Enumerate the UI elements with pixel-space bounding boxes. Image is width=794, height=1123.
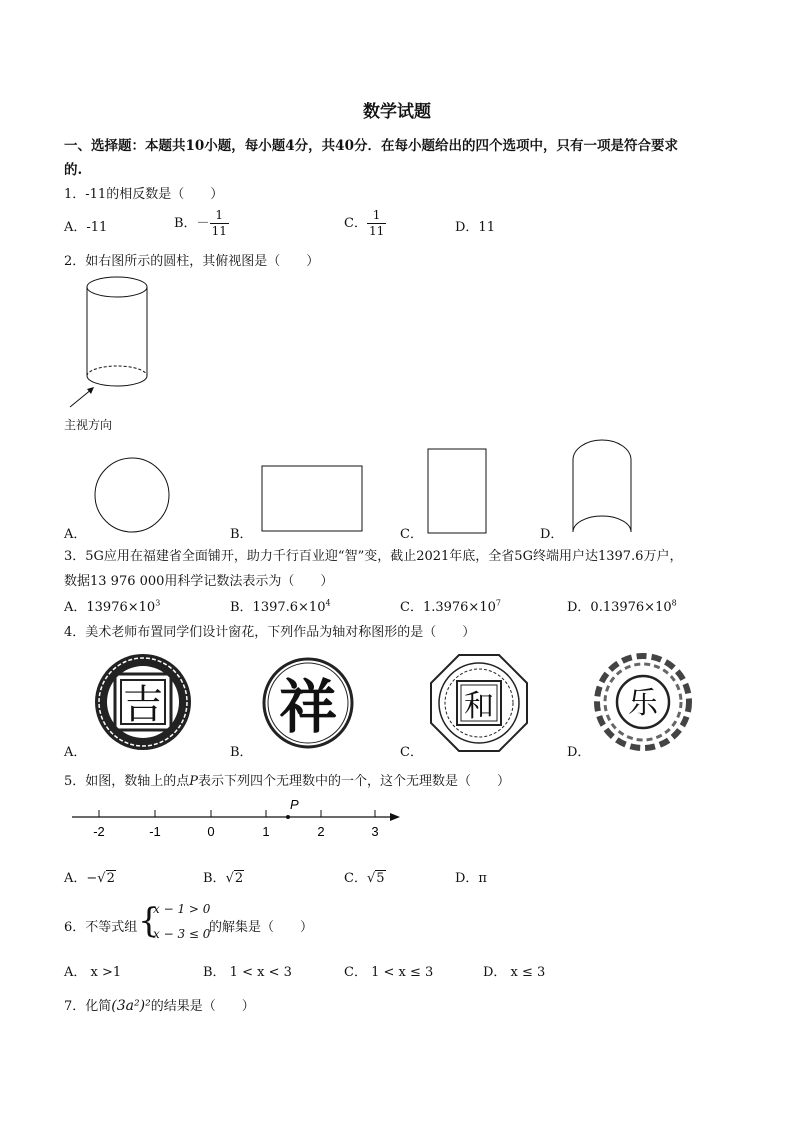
q4-option-a: A． — [64, 745, 87, 760]
option-a-circle-figure — [93, 457, 173, 535]
paper-cut-character-he: 和 — [464, 689, 494, 724]
q3-option-b — [230, 596, 331, 615]
q3-option-c-exponent: 7 — [495, 598, 501, 608]
q5-option-a-prefix: A．− — [64, 871, 98, 886]
window-paper-cut-ji — [93, 652, 193, 752]
q1-option-c-fraction — [367, 208, 386, 239]
tick-label: 3 — [371, 824, 379, 839]
q4-option-b: B． — [230, 745, 253, 760]
q1-option-b-prefix: B．－ — [174, 216, 210, 231]
paper-cut-character-ji: 吉 — [123, 682, 163, 728]
q4-option-c: C． — [400, 745, 423, 760]
q3-stem-line1: 3．5G应用在福建省全面铺开，助力千行百业迎“智”变，截止2021年底，全省5G终端用户达1397.6万户， — [64, 549, 683, 564]
q6-option-b: B． 1 < x < 3 — [203, 965, 292, 980]
q5-option-c-prefix: C． — [344, 871, 367, 886]
q3-option-a-exponent: 3 — [155, 598, 161, 608]
q3-option-d — [567, 596, 677, 615]
q2-stem: 2．如右图所示的圆柱，其俯视图是（ ） — [64, 254, 320, 269]
q7-stem-pre: 7．化简 — [64, 999, 112, 1014]
q5-stem — [64, 770, 510, 789]
tick-label: 2 — [317, 824, 325, 839]
section-heading-line2: 的. — [64, 162, 83, 178]
window-paper-cut-le — [593, 652, 693, 752]
q1-option-c-prefix: C． — [344, 216, 367, 231]
option-d-cylinder-front-figure — [570, 438, 634, 538]
option-b-rectangle-figure — [261, 465, 365, 533]
tick-label: 0 — [207, 824, 215, 839]
window-paper-cut-he — [429, 653, 529, 753]
q5-option-b-prefix: B． — [203, 871, 226, 886]
q6-stem-pre: 6．不等式组 — [64, 920, 138, 935]
paper-cut-character-le: 乐 — [628, 686, 658, 721]
fraction-denominator: 11 — [211, 224, 227, 238]
q1-option-d: D．11 — [455, 220, 495, 235]
q1-option-b-fraction — [210, 208, 229, 239]
section-heading-line1: 一、选择题：本题共10小题，每小题4分，共40分．在每小题给出的四个选项中，只有一项是符合要求 — [64, 138, 678, 154]
q1-option-b — [174, 208, 229, 239]
q5-option-b — [203, 867, 244, 886]
page-title: 数学试题 — [363, 102, 431, 122]
window-paper-cut-xiang — [262, 657, 354, 749]
sqrt-symbol: √2 — [97, 871, 115, 886]
viewing-direction-caption: 主视方向 — [64, 418, 113, 432]
q1-stem: 1．-11的相反数是（ ） — [64, 187, 224, 202]
q7-expression: (3a²)² — [111, 998, 151, 1014]
inequality-2: x − 3 ≤ 0 — [153, 927, 211, 941]
inequality-1: x − 1 > 0 — [153, 902, 211, 916]
number-line-figure — [66, 793, 406, 843]
sqrt-symbol: √5 — [366, 871, 385, 886]
q2-option-c: C． — [400, 527, 423, 542]
sqrt-radicand: 2 — [234, 871, 244, 886]
q3-option-b-base: B．1397.6×10 — [230, 600, 326, 615]
q3-stem-line2: 数据13 976 000用科学记数法表示为（ ） — [64, 574, 334, 589]
q5-option-c — [344, 867, 386, 886]
paper-cut-character-xiang: 祥 — [278, 673, 338, 741]
q5-stem-pre: 5．如图，数轴上的点 — [64, 774, 190, 789]
sqrt-radicand: 5 — [376, 871, 385, 886]
q7-stem-post: 的结果是（ ） — [150, 999, 255, 1014]
inequality-system-brace: { — [138, 901, 160, 941]
sqrt-symbol: √2 — [225, 871, 244, 886]
tick-label: 1 — [262, 824, 270, 839]
cylinder-figure — [60, 272, 160, 437]
tick-label: -1 — [149, 824, 161, 839]
q1-option-a: A．-11 — [64, 220, 108, 235]
q3-option-c-base: C．1.3976×10 — [400, 600, 496, 615]
q6-option-a: A． x >1 — [64, 965, 122, 980]
q2-option-b: B． — [230, 527, 253, 542]
point-p-label: P — [290, 797, 299, 812]
sqrt-radicand: 2 — [106, 871, 115, 886]
q3-option-d-base: D．0.13976×10 — [567, 600, 672, 615]
q3-option-d-exponent: 8 — [671, 598, 677, 608]
fraction-denominator: 11 — [368, 224, 385, 238]
q6-stem-post: 的解集是（ ） — [209, 920, 314, 935]
point-p-marker — [286, 815, 290, 819]
fraction-numerator: 1 — [210, 208, 229, 224]
q4-stem: 4．美术老师布置同学们设计窗花，下列作品为轴对称图形的是（ ） — [64, 625, 476, 640]
q2-option-d: D． — [540, 527, 564, 542]
q5-stem-variable: P — [189, 774, 199, 789]
q5-option-a — [64, 867, 116, 886]
q3-option-c — [400, 596, 501, 615]
q3-option-b-exponent: 4 — [325, 598, 331, 608]
q5-option-d: D．π — [455, 871, 487, 886]
q7-stem — [64, 995, 255, 1014]
q4-option-d: D． — [567, 745, 591, 760]
option-c-tall-rectangle-figure — [427, 448, 489, 536]
fraction-numerator: 1 — [367, 208, 386, 224]
q5-stem-post: 表示下列四个无理数中的一个，这个无理数是（ ） — [198, 774, 511, 789]
q2-option-a: A． — [64, 527, 87, 542]
q3-option-a — [64, 596, 160, 615]
q6-option-c: C． 1 < x ≤ 3 — [344, 965, 434, 980]
q6-option-d: D． x ≤ 3 — [483, 965, 546, 980]
q1-option-c — [344, 208, 386, 239]
tick-label: -2 — [93, 824, 105, 839]
q3-option-a-base: A．13976×10 — [64, 600, 156, 615]
